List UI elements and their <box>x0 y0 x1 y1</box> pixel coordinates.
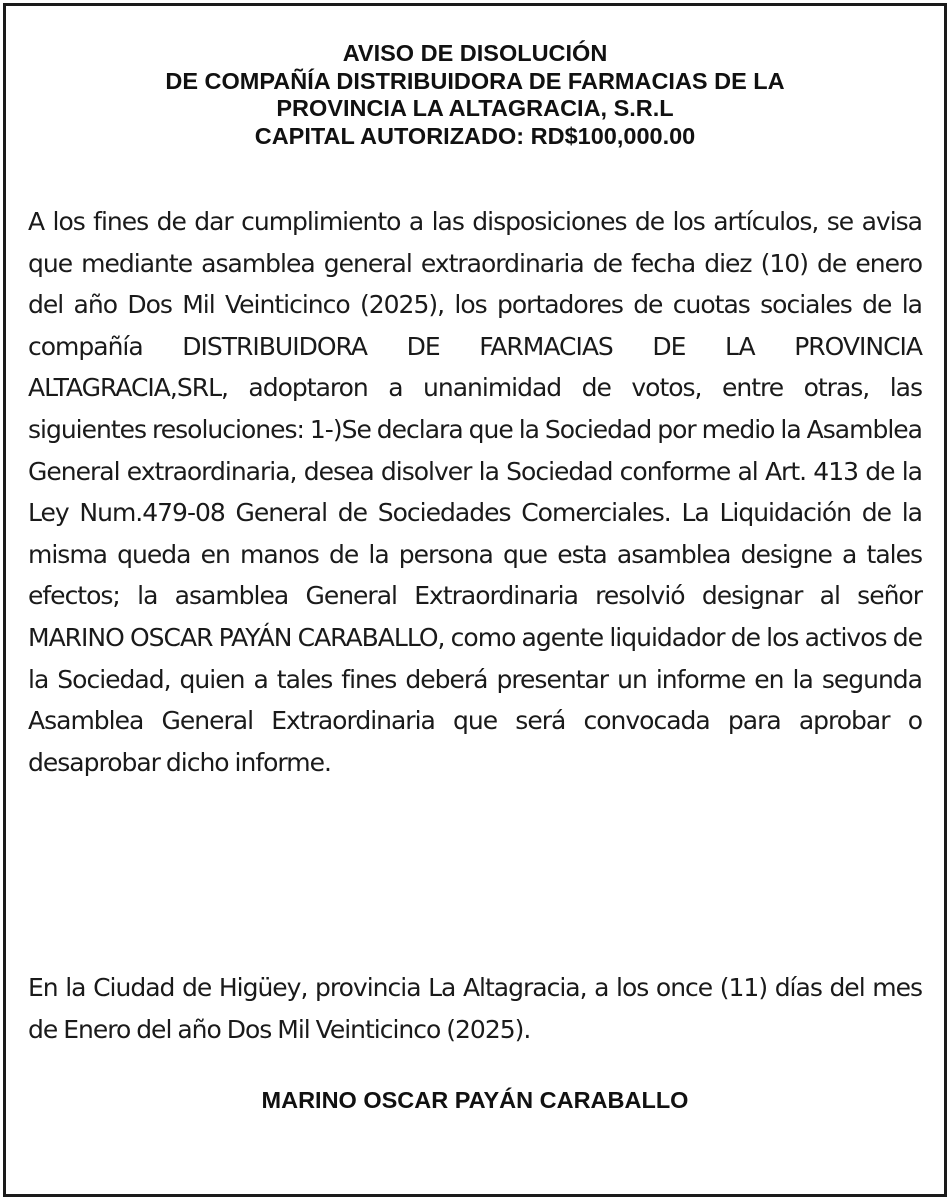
company-name-line-2: PROVINCIA LA ALTAGRACIA, S.R.L <box>276 95 674 121</box>
signatory-name: MARINO OSCAR PAYÁN CARABALLO <box>261 1087 689 1113</box>
authorized-capital: CAPITAL AUTORIZADO: RD$100,000.00 <box>254 122 696 149</box>
company-name-line-1: DE COMPAÑÍA DISTRIBUIDORA DE FARMACIAS DE LA <box>165 67 785 94</box>
notice-title: AVISO DE DISOLUCIÓN <box>342 40 608 66</box>
notice-body-paragraph: A los fines de dar cumplimiento a las disposiciones de los artículos, se avisa que mediante asamblea general extraordinaria de fecha diez (10) de enero del año Dos Mil Veinticinco (2025), los portadores de cuotas sociales de la compañía DISTRIBUIDORA DE FARMACIAS DE LA PROVINCIA ALTAGRACIA,SRL, adoptaron a unanimidad de votos, entre otras, las siguientes resoluciones: 1-)Se declara que la Sociedad por medio la Asamblea General extraordinaria, desea disolver la Sociedad conforme al Art. 413 de la Ley Num.479-08 General de Sociedades Comerciales. La Liquidación de la misma queda en manos de la persona que esta asamblea designe a tales efectos; la asamblea General Extraordinaria resolvió designar al señor MARINO OSCAR PAYÁN CARABALLO, como agente liquidador de los activos de la Sociedad, quien a tales fines deberá presentar un informe en la segunda Asamblea General Extraordinaria que será convocada para aprobar o desaprobar dicho informe. <box>28 207 922 777</box>
dissolution-notice <box>3 3 947 1197</box>
place-and-date-paragraph: En la Ciudad de Higüey, provincia La Altagracia, a los once (11) días del mes de Enero del año Dos Mil Veinticinco (2025). <box>28 973 922 1044</box>
notice-header <box>6 40 944 150</box>
